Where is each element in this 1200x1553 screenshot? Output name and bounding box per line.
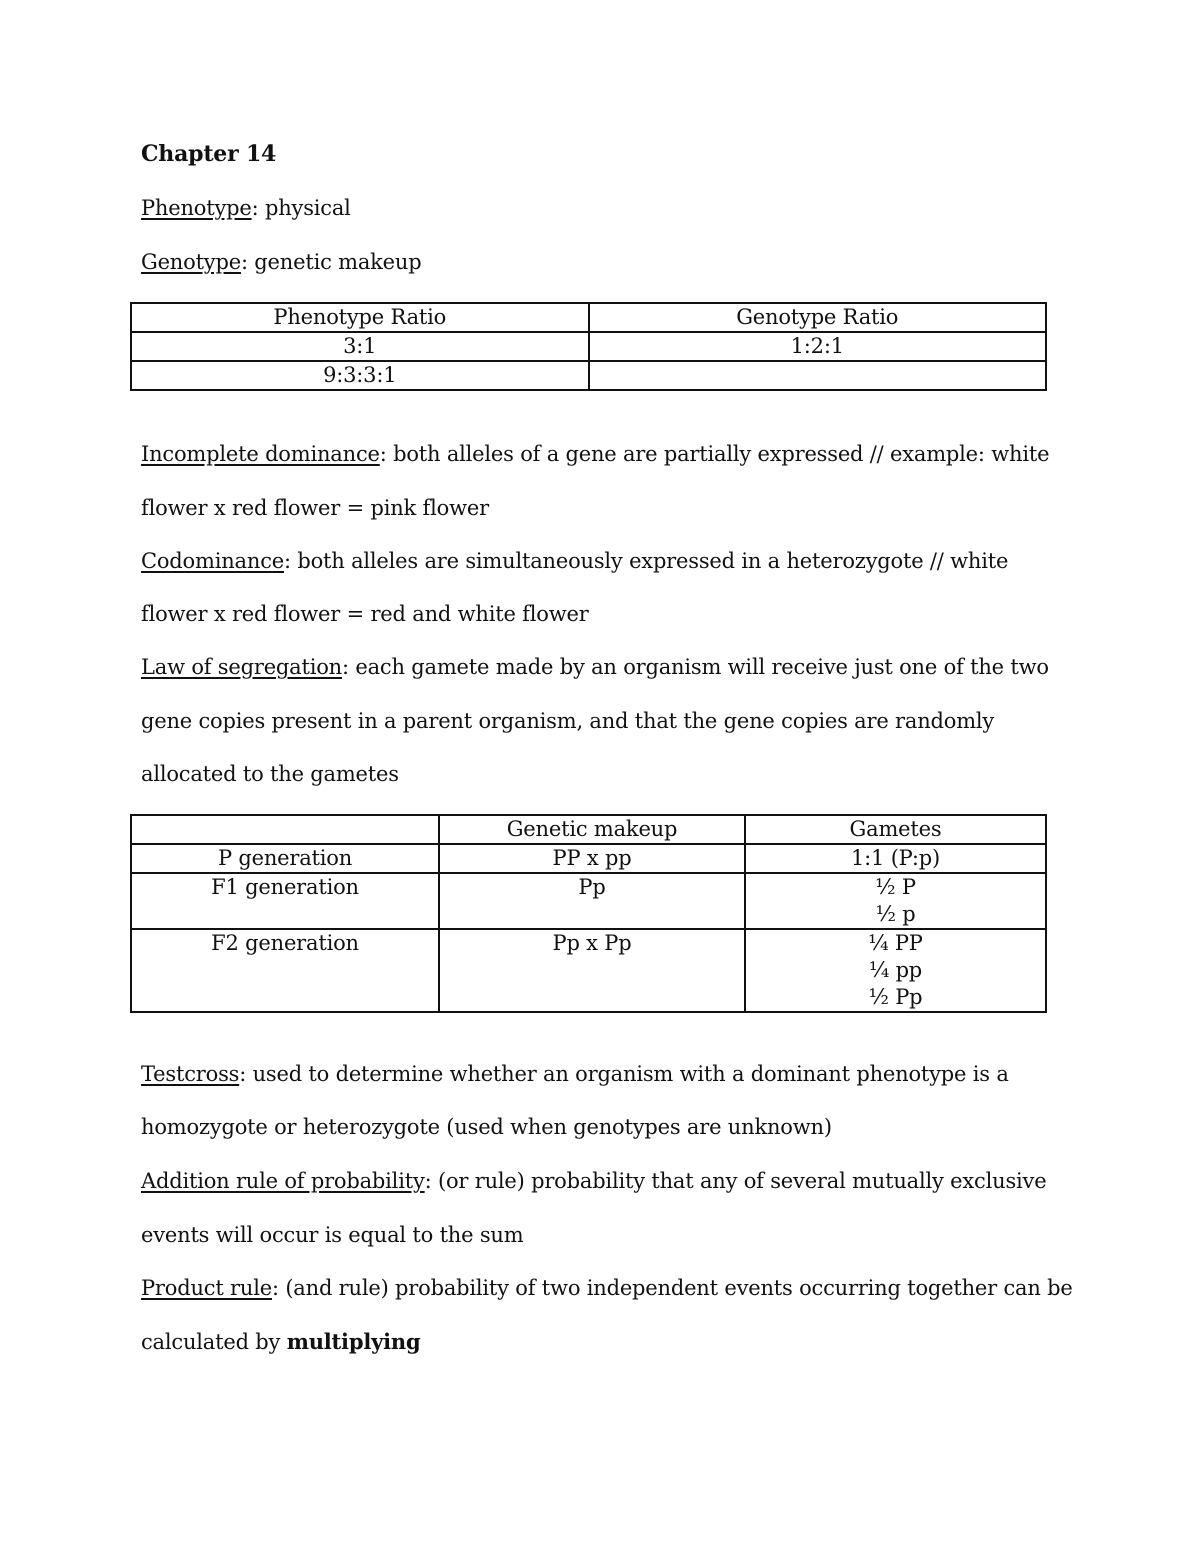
table-row bbox=[131, 873, 1046, 929]
testcross-term: Testcross bbox=[141, 1062, 240, 1086]
addition-rule-term: Addition rule of probability bbox=[141, 1169, 425, 1193]
testcross-line1 bbox=[141, 1060, 1009, 1088]
header-phenotype-ratio: Phenotype Ratio bbox=[131, 303, 589, 332]
table-cell: 3:1 bbox=[131, 332, 589, 361]
table-row bbox=[131, 361, 1046, 390]
generation-cell: F1 generation bbox=[131, 873, 439, 929]
gamete-value: ½ P bbox=[875, 875, 916, 899]
product-rule-term: Product rule bbox=[141, 1276, 272, 1300]
header-empty bbox=[131, 815, 439, 844]
gametes-cell bbox=[745, 929, 1046, 1012]
header-gametes: Gametes bbox=[745, 815, 1046, 844]
segregation-term: Law of segregation bbox=[141, 655, 343, 679]
generation-cell: F2 generation bbox=[131, 929, 439, 1012]
makeup-cell: Pp x Pp bbox=[439, 929, 745, 1012]
gametes-cell bbox=[745, 844, 1046, 873]
incomplete-dominance-def: : both alleles of a gene are partially expressed // example: white bbox=[379, 442, 1050, 466]
addition-rule-line2: events will occur is equal to the sum bbox=[141, 1223, 524, 1247]
product-rule-line2 bbox=[141, 1328, 420, 1356]
genotype-term: Genotype bbox=[141, 250, 241, 274]
product-rule-keyword: multiplying bbox=[286, 1329, 421, 1354]
makeup-cell: Pp bbox=[439, 873, 745, 929]
incomplete-dominance-line1 bbox=[141, 440, 1049, 468]
chapter-title: Chapter 14 bbox=[141, 141, 277, 167]
gamete-value: 1:1 (P:p) bbox=[851, 846, 940, 870]
codominance-def: : both alleles are simultaneously expressed in a heterozygote // white bbox=[284, 549, 1009, 573]
product-rule-def: : (and rule) probability of two independent events occurring together can be bbox=[271, 1276, 1073, 1300]
genotype-definition bbox=[141, 248, 421, 276]
gametes-cell bbox=[745, 873, 1046, 929]
segregation-def: : each gamete made by an organism will receive just one of the two bbox=[342, 655, 1049, 679]
segregation-line3: allocated to the gametes bbox=[141, 762, 399, 786]
table-row bbox=[131, 929, 1046, 1012]
header-genotype-ratio: Genotype Ratio bbox=[589, 303, 1047, 332]
addition-rule-def: : (or rule) probability that any of several mutually exclusive bbox=[424, 1169, 1047, 1193]
codominance-term: Codominance bbox=[141, 549, 284, 573]
table-row bbox=[131, 844, 1046, 873]
table-header-row bbox=[131, 303, 1046, 332]
segregation-line1 bbox=[141, 653, 1049, 681]
header-genetic-makeup: Genetic makeup bbox=[439, 815, 745, 844]
phenotype-definition bbox=[141, 194, 351, 222]
table-cell: 9:3:3:1 bbox=[131, 361, 589, 390]
table-cell bbox=[589, 361, 1047, 390]
table-header-row bbox=[131, 815, 1046, 844]
codominance-line1 bbox=[141, 547, 1008, 575]
gamete-value: ¼ PP bbox=[868, 931, 923, 955]
testcross-line2: homozygote or heterozygote (used when genotypes are unknown) bbox=[141, 1115, 832, 1139]
table-cell: 1:2:1 bbox=[589, 332, 1047, 361]
gamete-value: ½ p bbox=[875, 902, 916, 926]
segregation-line2: gene copies present in a parent organism, and that the gene copies are randomly bbox=[141, 709, 995, 733]
phenotype-def: : physical bbox=[251, 196, 351, 220]
genotype-def: : genetic makeup bbox=[240, 250, 422, 274]
generation-cell: P generation bbox=[131, 844, 439, 873]
makeup-cell: PP x pp bbox=[439, 844, 745, 873]
generation-table bbox=[130, 814, 1047, 1013]
testcross-def: : used to determine whether an organism with a dominant phenotype is a bbox=[239, 1062, 1009, 1086]
incomplete-dominance-line2: flower x red flower = pink flower bbox=[141, 496, 489, 520]
product-rule-line1 bbox=[141, 1274, 1073, 1302]
gamete-value: ½ Pp bbox=[868, 985, 923, 1009]
ratio-table bbox=[130, 302, 1047, 391]
table-row bbox=[131, 332, 1046, 361]
gamete-value: ¼ pp bbox=[868, 958, 923, 982]
incomplete-dominance-term: Incomplete dominance bbox=[141, 442, 380, 466]
product-rule-prefix: calculated by bbox=[141, 1330, 287, 1354]
codominance-line2: flower x red flower = red and white flower bbox=[141, 602, 589, 626]
phenotype-term: Phenotype bbox=[141, 196, 252, 220]
addition-rule-line1 bbox=[141, 1167, 1046, 1195]
